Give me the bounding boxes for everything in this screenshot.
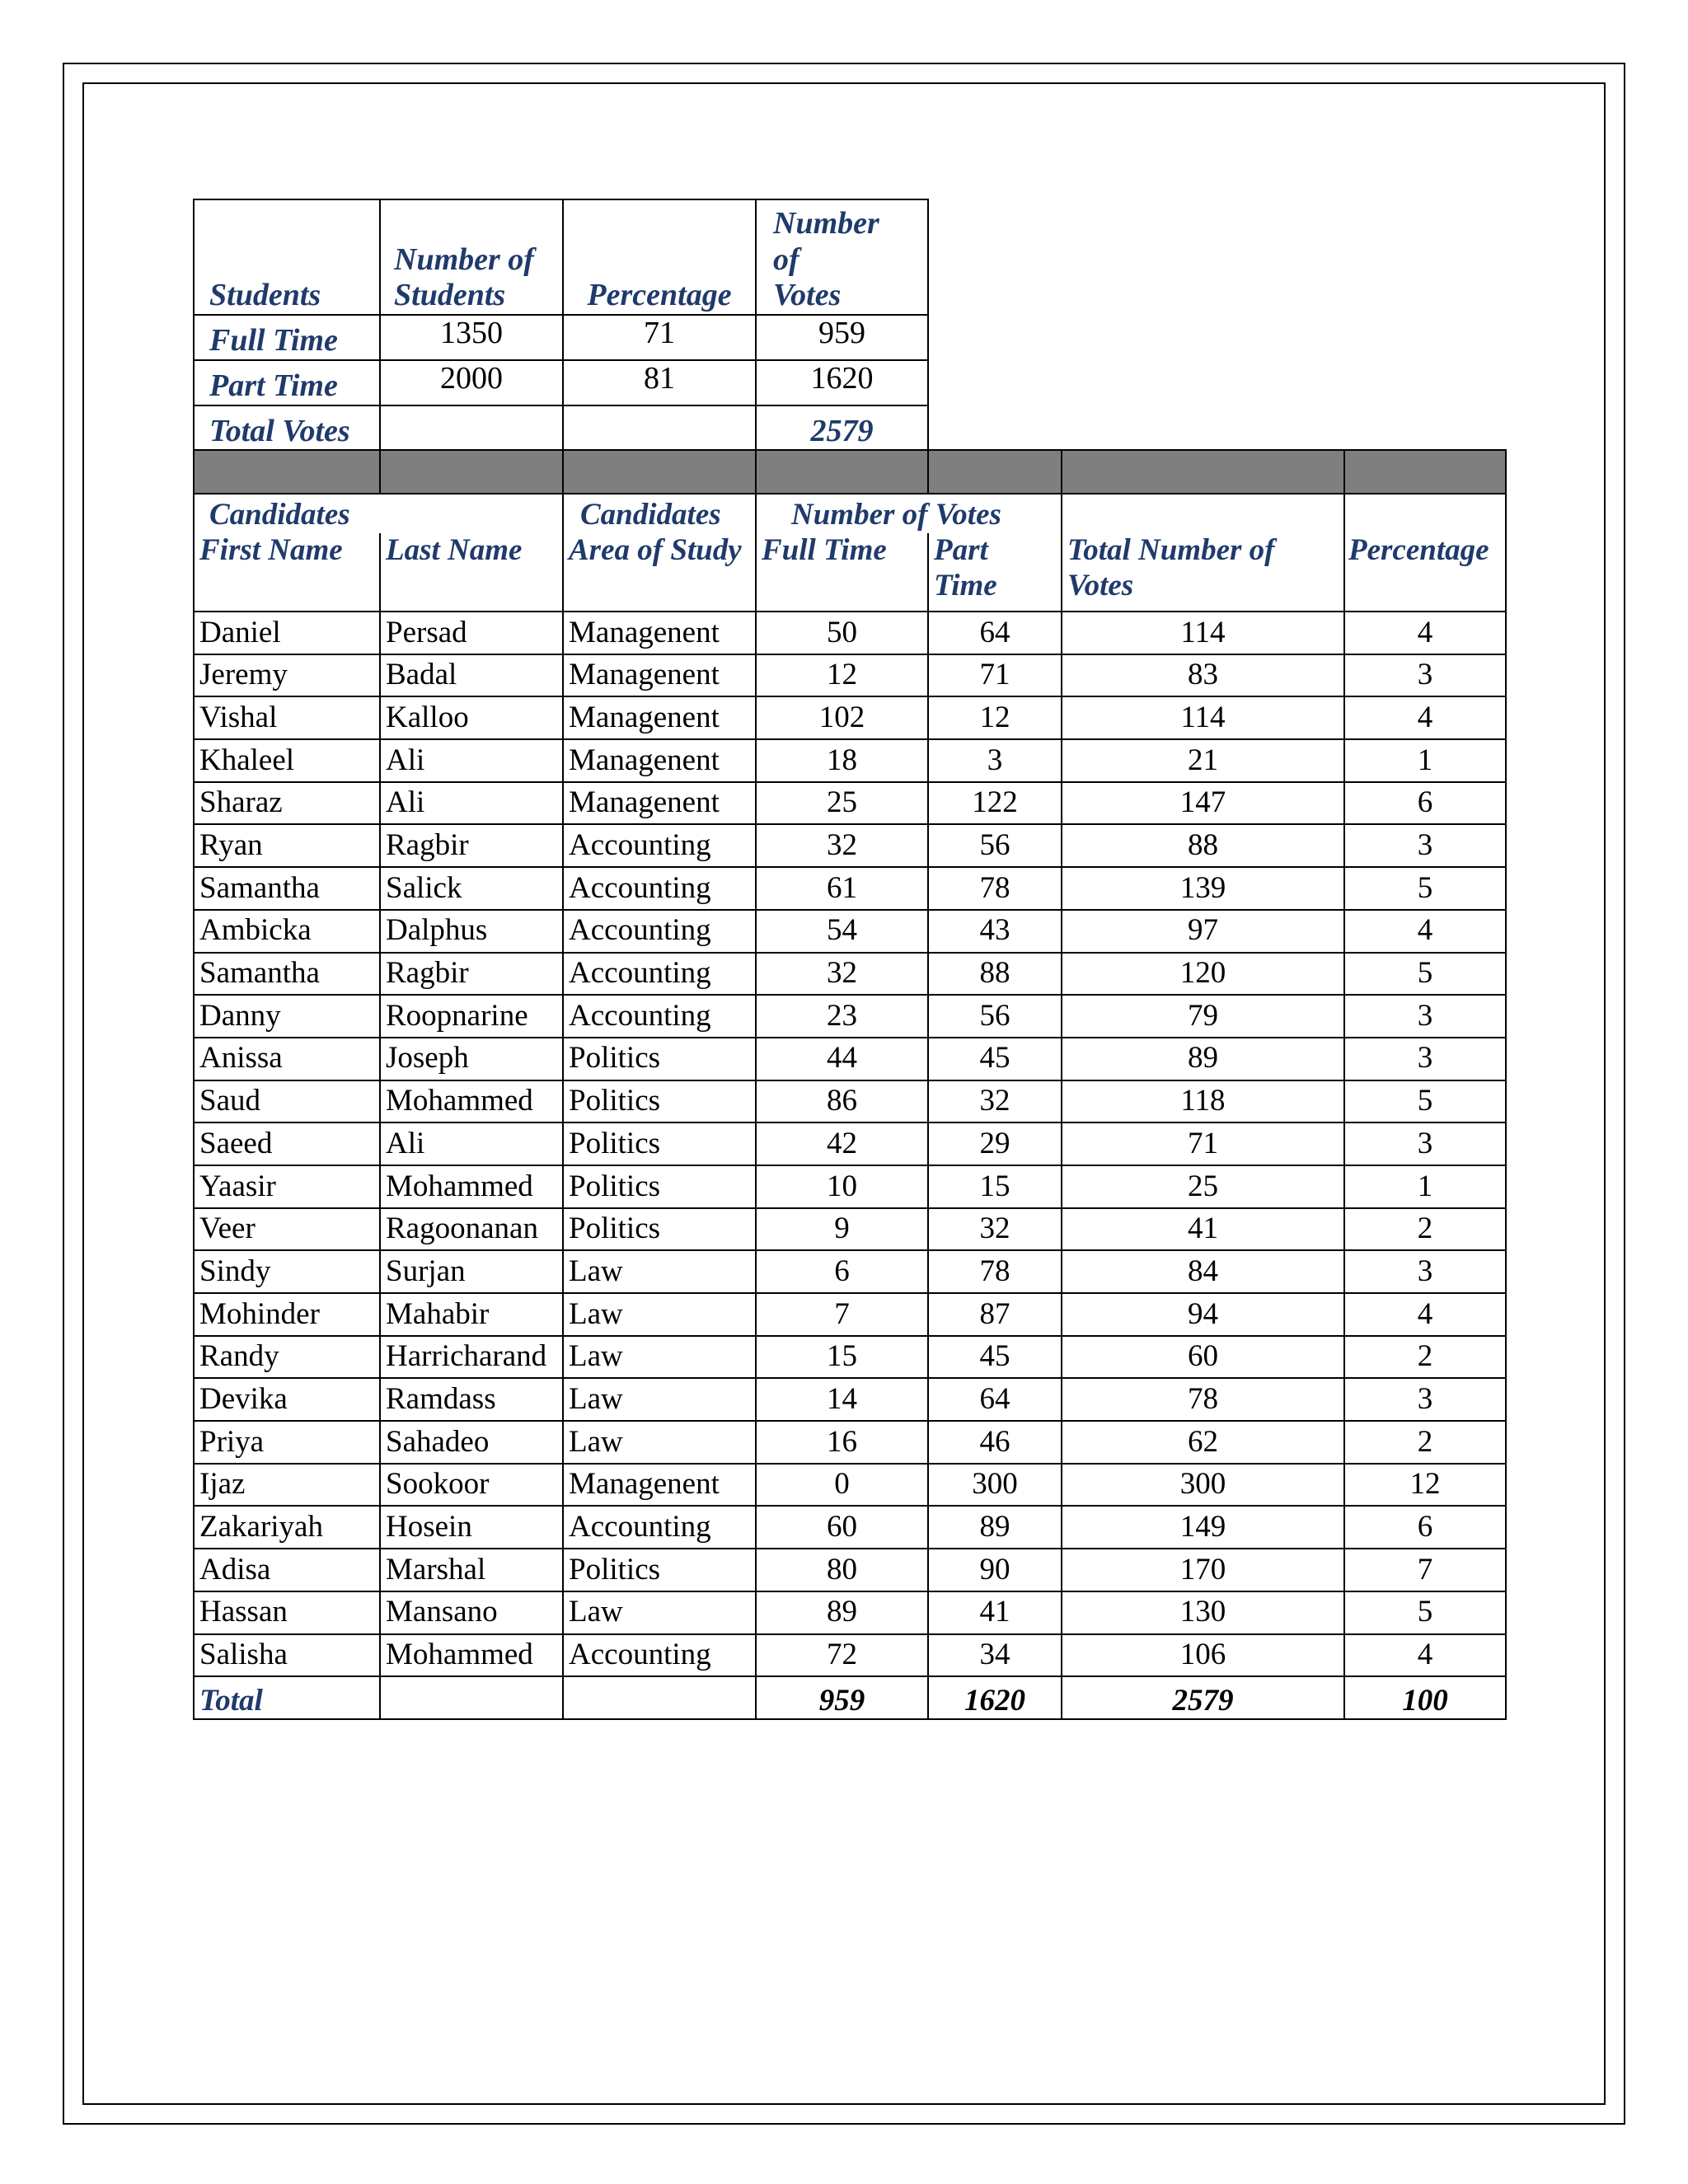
cell-area-of-study: Law bbox=[563, 1250, 756, 1293]
cell-area-of-study: Managenent bbox=[563, 739, 756, 782]
cell-part-time-votes: 56 bbox=[928, 995, 1062, 1038]
cell-area-of-study: Politics bbox=[563, 1208, 756, 1251]
gray-cell bbox=[563, 450, 756, 494]
cell-total-votes: 97 bbox=[1062, 910, 1344, 953]
summary-header-students: Students bbox=[194, 199, 380, 315]
candidate-row bbox=[194, 1506, 1506, 1549]
summary-row-label: Part Time bbox=[194, 360, 380, 405]
header-first-name: First Name bbox=[194, 533, 380, 612]
cell-percentage: 7 bbox=[1344, 1549, 1506, 1591]
cell-full-time-votes: 7 bbox=[756, 1293, 928, 1336]
cell-total-votes: 89 bbox=[1062, 1038, 1344, 1080]
cell-area-of-study: Managenent bbox=[563, 1464, 756, 1507]
cell-area-of-study: Accounting bbox=[563, 995, 756, 1038]
cell-last-name: Hosein bbox=[380, 1506, 563, 1549]
candidate-row bbox=[194, 1464, 1506, 1507]
cell-full-time-votes: 60 bbox=[756, 1506, 928, 1549]
candidate-row bbox=[194, 1250, 1506, 1293]
cell-total-votes: 83 bbox=[1062, 654, 1344, 697]
cell-first-name: Veer bbox=[194, 1208, 380, 1251]
gray-cell bbox=[928, 450, 1062, 494]
cell-first-name: Sindy bbox=[194, 1250, 380, 1293]
candidate-row bbox=[194, 612, 1506, 654]
cell-total-votes: 114 bbox=[1062, 696, 1344, 739]
cell-part-time-votes: 64 bbox=[928, 1378, 1062, 1421]
cell-percentage: 4 bbox=[1344, 612, 1506, 654]
cell-last-name: Ragbir bbox=[380, 824, 563, 867]
cell-first-name: Vishal bbox=[194, 696, 380, 739]
cell-part-time-votes: 46 bbox=[928, 1421, 1062, 1464]
cell-percentage: 3 bbox=[1344, 824, 1506, 867]
cell-last-name: Ramdass bbox=[380, 1378, 563, 1421]
header-part-time: Part Time bbox=[928, 533, 1062, 612]
summary-header-percentage: Percentage bbox=[563, 199, 756, 315]
cell-percentage: 4 bbox=[1344, 1293, 1506, 1336]
cell-total-votes: 21 bbox=[1062, 739, 1344, 782]
candidate-row bbox=[194, 739, 1506, 782]
cell-full-time-votes: 25 bbox=[756, 782, 928, 825]
cell-last-name: Badal bbox=[380, 654, 563, 697]
candidates-group-header-row bbox=[194, 494, 1506, 533]
summary-table bbox=[193, 199, 929, 452]
cell-first-name: Adisa bbox=[194, 1549, 380, 1591]
cell-total-votes: 78 bbox=[1062, 1378, 1344, 1421]
cell-first-name: Hassan bbox=[194, 1591, 380, 1634]
cell-total-votes: 60 bbox=[1062, 1336, 1344, 1379]
cell-area-of-study: Law bbox=[563, 1293, 756, 1336]
cell-area-of-study: Law bbox=[563, 1591, 756, 1634]
cell-first-name: Ijaz bbox=[194, 1464, 380, 1507]
cell-last-name: Ragoonanan bbox=[380, 1208, 563, 1251]
cell-percentage: 5 bbox=[1344, 953, 1506, 996]
total-total-votes: 2579 bbox=[1062, 1676, 1344, 1719]
cell-area-of-study: Law bbox=[563, 1378, 756, 1421]
cell-last-name: Surjan bbox=[380, 1250, 563, 1293]
cell-total-votes: 139 bbox=[1062, 867, 1344, 910]
cell-first-name: Zakariyah bbox=[194, 1506, 380, 1549]
group-header-number-of-votes: Number of Votes bbox=[756, 494, 1062, 533]
cell-total-votes: 84 bbox=[1062, 1250, 1344, 1293]
cell-percentage: 3 bbox=[1344, 1122, 1506, 1165]
cell-area-of-study: Managenent bbox=[563, 696, 756, 739]
cell-total-votes: 118 bbox=[1062, 1080, 1344, 1123]
header-full-time: Full Time bbox=[756, 533, 928, 612]
total-label: Total bbox=[194, 1676, 380, 1719]
cell-part-time-votes: 15 bbox=[928, 1165, 1062, 1208]
cell-area-of-study: Politics bbox=[563, 1549, 756, 1591]
cell-total-votes: 25 bbox=[1062, 1165, 1344, 1208]
cell-full-time-votes: 50 bbox=[756, 612, 928, 654]
cell-area-of-study: Law bbox=[563, 1421, 756, 1464]
cell-total-votes: 170 bbox=[1062, 1549, 1344, 1591]
cell-first-name: Randy bbox=[194, 1336, 380, 1379]
cell-full-time-votes: 23 bbox=[756, 995, 928, 1038]
total-empty-cell bbox=[563, 1676, 756, 1719]
group-header-empty bbox=[1062, 494, 1344, 533]
cell-full-time-votes: 102 bbox=[756, 696, 928, 739]
cell-area-of-study: Accounting bbox=[563, 910, 756, 953]
cell-full-time-votes: 12 bbox=[756, 654, 928, 697]
cell-last-name: Ali bbox=[380, 1122, 563, 1165]
cell-percentage: 6 bbox=[1344, 1506, 1506, 1549]
cell-part-time-votes: 122 bbox=[928, 782, 1062, 825]
summary-votes-value: 1620 bbox=[756, 360, 928, 405]
cell-percentage: 3 bbox=[1344, 995, 1506, 1038]
candidate-row bbox=[194, 654, 1506, 697]
summary-percentage-value: 71 bbox=[563, 315, 756, 360]
header-total-number-of-votes: Total Number of Votes bbox=[1062, 533, 1344, 612]
cell-full-time-votes: 44 bbox=[756, 1038, 928, 1080]
cell-full-time-votes: 86 bbox=[756, 1080, 928, 1123]
cell-full-time-votes: 32 bbox=[756, 824, 928, 867]
candidate-row bbox=[194, 1165, 1506, 1208]
candidate-row bbox=[194, 1122, 1506, 1165]
cell-last-name: Mohammed bbox=[380, 1165, 563, 1208]
cell-area-of-study: Accounting bbox=[563, 824, 756, 867]
cell-area-of-study: Politics bbox=[563, 1080, 756, 1123]
group-header-empty bbox=[380, 494, 563, 533]
cell-percentage: 5 bbox=[1344, 867, 1506, 910]
header-area-of-study: Area of Study bbox=[563, 533, 756, 612]
candidates-total-row bbox=[194, 1676, 1506, 1719]
cell-percentage: 5 bbox=[1344, 1080, 1506, 1123]
cell-last-name: Ragbir bbox=[380, 953, 563, 996]
cell-percentage: 6 bbox=[1344, 782, 1506, 825]
cell-part-time-votes: 32 bbox=[928, 1208, 1062, 1251]
cell-area-of-study: Managenent bbox=[563, 654, 756, 697]
cell-total-votes: 94 bbox=[1062, 1293, 1344, 1336]
cell-total-votes: 300 bbox=[1062, 1464, 1344, 1507]
gray-cell bbox=[194, 450, 380, 494]
cell-total-votes: 79 bbox=[1062, 995, 1344, 1038]
cell-area-of-study: Politics bbox=[563, 1165, 756, 1208]
cell-area-of-study: Accounting bbox=[563, 867, 756, 910]
summary-students-value: 2000 bbox=[380, 360, 563, 405]
cell-total-votes: 149 bbox=[1062, 1506, 1344, 1549]
cell-last-name: Mahabir bbox=[380, 1293, 563, 1336]
cell-part-time-votes: 89 bbox=[928, 1506, 1062, 1549]
cell-percentage: 2 bbox=[1344, 1421, 1506, 1464]
cell-area-of-study: Accounting bbox=[563, 1634, 756, 1677]
cell-area-of-study: Accounting bbox=[563, 1506, 756, 1549]
candidate-rows bbox=[194, 612, 1506, 1676]
cell-first-name: Anissa bbox=[194, 1038, 380, 1080]
cell-first-name: Salisha bbox=[194, 1634, 380, 1677]
cell-full-time-votes: 54 bbox=[756, 910, 928, 953]
cell-last-name: Sookoor bbox=[380, 1464, 563, 1507]
candidate-row bbox=[194, 824, 1506, 867]
candidate-row bbox=[194, 1293, 1506, 1336]
cell-last-name: Salick bbox=[380, 867, 563, 910]
cell-last-name: Dalphus bbox=[380, 910, 563, 953]
cell-last-name: Mohammed bbox=[380, 1080, 563, 1123]
summary-row-part-time bbox=[194, 360, 928, 405]
candidate-row bbox=[194, 1634, 1506, 1677]
cell-percentage: 3 bbox=[1344, 1378, 1506, 1421]
candidates-table bbox=[193, 449, 1507, 1720]
total-part-time: 1620 bbox=[928, 1676, 1062, 1719]
cell-total-votes: 71 bbox=[1062, 1122, 1344, 1165]
candidate-row bbox=[194, 1378, 1506, 1421]
summary-header-number-of-votes: Number of Votes bbox=[756, 199, 928, 315]
cell-part-time-votes: 71 bbox=[928, 654, 1062, 697]
cell-first-name: Saud bbox=[194, 1080, 380, 1123]
cell-full-time-votes: 61 bbox=[756, 867, 928, 910]
cell-part-time-votes: 300 bbox=[928, 1464, 1062, 1507]
cell-first-name: Samantha bbox=[194, 953, 380, 996]
cell-area-of-study: Managenent bbox=[563, 612, 756, 654]
cell-total-votes: 62 bbox=[1062, 1421, 1344, 1464]
cell-first-name: Saeed bbox=[194, 1122, 380, 1165]
cell-percentage: 4 bbox=[1344, 910, 1506, 953]
candidate-row bbox=[194, 1421, 1506, 1464]
cell-full-time-votes: 80 bbox=[756, 1549, 928, 1591]
cell-area-of-study: Politics bbox=[563, 1038, 756, 1080]
candidates-header-row bbox=[194, 533, 1506, 612]
candidate-row bbox=[194, 1336, 1506, 1379]
cell-part-time-votes: 43 bbox=[928, 910, 1062, 953]
cell-part-time-votes: 64 bbox=[928, 612, 1062, 654]
cell-percentage: 1 bbox=[1344, 739, 1506, 782]
cell-part-time-votes: 56 bbox=[928, 824, 1062, 867]
cell-part-time-votes: 45 bbox=[928, 1038, 1062, 1080]
candidate-row bbox=[194, 1038, 1506, 1080]
candidate-row bbox=[194, 696, 1506, 739]
cell-last-name: Mansano bbox=[380, 1591, 563, 1634]
cell-first-name: Sharaz bbox=[194, 782, 380, 825]
summary-students-value: 1350 bbox=[380, 315, 563, 360]
gray-cell bbox=[756, 450, 928, 494]
gray-separator-row bbox=[194, 450, 1506, 494]
header-last-name: Last Name bbox=[380, 533, 563, 612]
header-percentage: Percentage bbox=[1344, 533, 1506, 612]
cell-full-time-votes: 89 bbox=[756, 1591, 928, 1634]
cell-first-name: Ryan bbox=[194, 824, 380, 867]
summary-row-full-time bbox=[194, 315, 928, 360]
cell-part-time-votes: 87 bbox=[928, 1293, 1062, 1336]
gray-cell bbox=[380, 450, 563, 494]
group-header-empty bbox=[1344, 494, 1506, 533]
cell-percentage: 2 bbox=[1344, 1208, 1506, 1251]
cell-part-time-votes: 12 bbox=[928, 696, 1062, 739]
total-empty-cell bbox=[380, 1676, 563, 1719]
cell-total-votes: 130 bbox=[1062, 1591, 1344, 1634]
cell-full-time-votes: 10 bbox=[756, 1165, 928, 1208]
cell-first-name: Priya bbox=[194, 1421, 380, 1464]
cell-percentage: 4 bbox=[1344, 696, 1506, 739]
cell-full-time-votes: 0 bbox=[756, 1464, 928, 1507]
cell-full-time-votes: 14 bbox=[756, 1378, 928, 1421]
summary-total-label: Total Votes bbox=[194, 405, 380, 451]
cell-area-of-study: Accounting bbox=[563, 953, 756, 996]
cell-full-time-votes: 16 bbox=[756, 1421, 928, 1464]
cell-percentage: 3 bbox=[1344, 654, 1506, 697]
cell-full-time-votes: 72 bbox=[756, 1634, 928, 1677]
candidate-row bbox=[194, 995, 1506, 1038]
group-header-candidates: Candidates bbox=[194, 494, 380, 533]
cell-part-time-votes: 45 bbox=[928, 1336, 1062, 1379]
cell-part-time-votes: 32 bbox=[928, 1080, 1062, 1123]
summary-total-votes: 2579 bbox=[756, 405, 928, 451]
cell-percentage: 12 bbox=[1344, 1464, 1506, 1507]
total-full-time: 959 bbox=[756, 1676, 928, 1719]
cell-full-time-votes: 18 bbox=[756, 739, 928, 782]
cell-total-votes: 147 bbox=[1062, 782, 1344, 825]
cell-part-time-votes: 3 bbox=[928, 739, 1062, 782]
cell-first-name: Danny bbox=[194, 995, 380, 1038]
cell-last-name: Persad bbox=[380, 612, 563, 654]
cell-last-name: Joseph bbox=[380, 1038, 563, 1080]
gray-cell bbox=[1062, 450, 1344, 494]
cell-full-time-votes: 42 bbox=[756, 1122, 928, 1165]
total-percentage: 100 bbox=[1344, 1676, 1506, 1719]
cell-full-time-votes: 6 bbox=[756, 1250, 928, 1293]
cell-part-time-votes: 90 bbox=[928, 1549, 1062, 1591]
cell-area-of-study: Politics bbox=[563, 1122, 756, 1165]
candidate-row bbox=[194, 1549, 1506, 1591]
summary-row-label: Full Time bbox=[194, 315, 380, 360]
cell-total-votes: 41 bbox=[1062, 1208, 1344, 1251]
cell-last-name: Sahadeo bbox=[380, 1421, 563, 1464]
cell-last-name: Harricharand bbox=[380, 1336, 563, 1379]
cell-total-votes: 120 bbox=[1062, 953, 1344, 996]
summary-row-total-votes bbox=[194, 405, 928, 451]
cell-first-name: Daniel bbox=[194, 612, 380, 654]
cell-percentage: 3 bbox=[1344, 1250, 1506, 1293]
cell-first-name: Jeremy bbox=[194, 654, 380, 697]
cell-last-name: Mohammed bbox=[380, 1634, 563, 1677]
cell-total-votes: 106 bbox=[1062, 1634, 1344, 1677]
candidate-row bbox=[194, 867, 1506, 910]
cell-part-time-votes: 29 bbox=[928, 1122, 1062, 1165]
candidate-row bbox=[194, 910, 1506, 953]
cell-area-of-study: Managenent bbox=[563, 782, 756, 825]
cell-first-name: Devika bbox=[194, 1378, 380, 1421]
cell-full-time-votes: 9 bbox=[756, 1208, 928, 1251]
cell-last-name: Marshal bbox=[380, 1549, 563, 1591]
cell-percentage: 5 bbox=[1344, 1591, 1506, 1634]
cell-first-name: Samantha bbox=[194, 867, 380, 910]
candidate-row bbox=[194, 782, 1506, 825]
cell-percentage: 3 bbox=[1344, 1038, 1506, 1080]
cell-last-name: Roopnarine bbox=[380, 995, 563, 1038]
candidate-row bbox=[194, 1208, 1506, 1251]
cell-last-name: Ali bbox=[380, 782, 563, 825]
summary-header-row bbox=[194, 199, 928, 315]
cell-part-time-votes: 88 bbox=[928, 953, 1062, 996]
cell-full-time-votes: 15 bbox=[756, 1336, 928, 1379]
cell-first-name: Ambicka bbox=[194, 910, 380, 953]
cell-total-votes: 88 bbox=[1062, 824, 1344, 867]
cell-part-time-votes: 34 bbox=[928, 1634, 1062, 1677]
cell-part-time-votes: 78 bbox=[928, 1250, 1062, 1293]
summary-empty-cell bbox=[563, 405, 756, 451]
cell-percentage: 2 bbox=[1344, 1336, 1506, 1379]
cell-first-name: Khaleel bbox=[194, 739, 380, 782]
group-header-candidates-area: Candidates bbox=[563, 494, 756, 533]
cell-last-name: Ali bbox=[380, 739, 563, 782]
cell-first-name: Mohinder bbox=[194, 1293, 380, 1336]
cell-total-votes: 114 bbox=[1062, 612, 1344, 654]
candidate-row bbox=[194, 1080, 1506, 1123]
cell-percentage: 1 bbox=[1344, 1165, 1506, 1208]
summary-empty-cell bbox=[380, 405, 563, 451]
gray-cell bbox=[1344, 450, 1506, 494]
cell-full-time-votes: 32 bbox=[756, 953, 928, 996]
cell-part-time-votes: 78 bbox=[928, 867, 1062, 910]
cell-part-time-votes: 41 bbox=[928, 1591, 1062, 1634]
cell-last-name: Kalloo bbox=[380, 696, 563, 739]
summary-header-number-of-students: Number of Students bbox=[380, 199, 563, 315]
candidate-row bbox=[194, 1591, 1506, 1634]
cell-percentage: 4 bbox=[1344, 1634, 1506, 1677]
cell-first-name: Yaasir bbox=[194, 1165, 380, 1208]
summary-votes-value: 959 bbox=[756, 315, 928, 360]
candidate-row bbox=[194, 953, 1506, 996]
summary-percentage-value: 81 bbox=[563, 360, 756, 405]
cell-area-of-study: Law bbox=[563, 1336, 756, 1379]
